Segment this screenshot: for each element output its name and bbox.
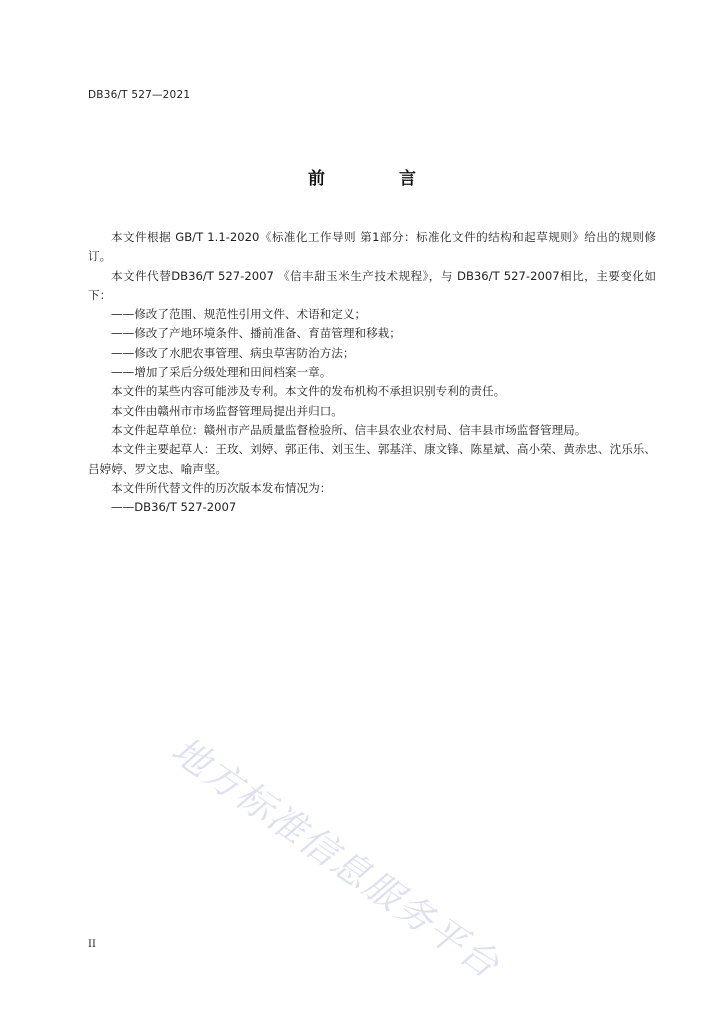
change-item: ——增加了采后分级处理和田间档案一章。 [111,365,332,380]
paragraph-history-intro: 本文件所代替文件的历次版本发布情况为： [111,480,332,495]
paragraph-replacement: 本文件代替DB36/T 527-2007 《信丰甜玉米生产技术规程》，与 DB36/T 527-2007相比，主要变化如下： [88,268,656,302]
paragraph-drafting-basis: 本文件根据 GB/T 1.1-2020《标准化工作导则 第1部分：标准化文件的结构和起草规则》给出的规则修订。 [88,230,656,264]
watermark: 地方标准信息服务平台 [163,728,508,988]
paragraph-drafters: 本文件主要起草人：王玫、刘婷、郭正伟、刘玉生、郭基洋、康文锋、陈星斌、高小荣、黄赤忠、沈乐乐、吕婷婷、罗文忠、喻声坚。 [88,442,656,476]
change-item: ——修改了水肥农事管理、病虫草害防治方法； [111,345,355,360]
paragraph-patent-notice: 本文件的某些内容可能涉及专利。本文件的发布机构不承担识别专利的责任。 [111,384,506,399]
history-item: ——DB36/T 527-2007 [111,500,237,515]
paragraph-proposer: 本文件由赣州市市场监督管理局提出并归口。 [111,403,343,418]
paragraph-drafting-units: 本文件起草单位：赣州市产品质量监督检验所、信丰县农业农村局、信丰县市场监督管理局。 [111,422,587,437]
foreword-body [88,228,656,517]
page-number: II [88,939,96,950]
change-item: ——修改了范围、规范性引用文件、术语和定义； [111,307,367,322]
document-code: DB36/T 527—2021 [88,89,191,101]
section-heading: 前 言 [308,169,450,189]
change-item: ——修改了产地环境条件、播前准备、育苗管理和移栽； [111,326,401,341]
